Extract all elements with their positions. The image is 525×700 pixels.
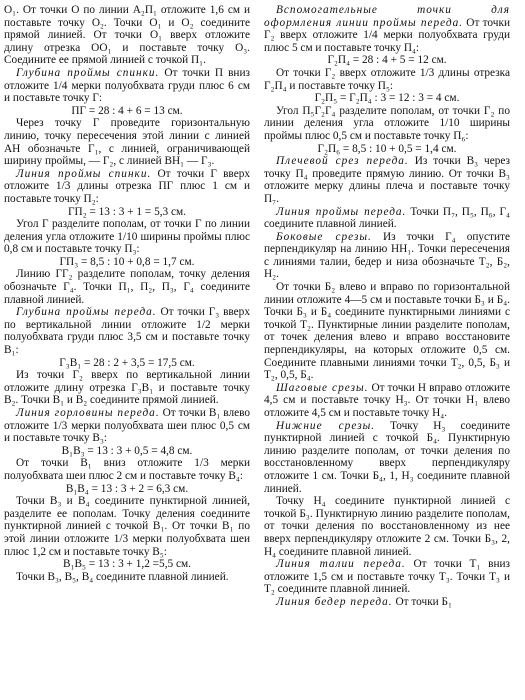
paragraph-text: Из точки Г₄ опустите перпендикуляр на линию НН₁. Точки пересечения с линиями талии, бедер и низа обозначьте Т₂, Б₂, Н₂. — [264, 230, 510, 281]
paragraph — [264, 382, 510, 420]
formula-line: ГП₂ = 13 : 3 + 1 = 5,3 см. — [68, 205, 186, 218]
section-heading: Линия проймы переда. — [276, 205, 407, 218]
formula-line: ПГ = 28 : 4 + 6 = 13 см. — [71, 104, 183, 117]
formula-line: Г₂П₆ = 8,5 : 10 + 0,5 = 1,4 см. — [317, 142, 457, 155]
paragraph-text: От точки Г₂ вверх отложите 1/3 длины отрезка Г₂П₄ и поставьте точку П₅: — [264, 66, 510, 92]
paragraph-text: От точки Г₂ вверх отложите 1/4 мерки полуобхвата груди плюс 5 см и поставьте точку П₄: — [264, 16, 510, 54]
paragraph — [264, 4, 510, 54]
paragraph — [4, 4, 250, 67]
paragraph — [264, 155, 510, 205]
paragraph — [4, 306, 250, 356]
formula-line: В₁В₄ = 13 : 3 + 2 = 6,3 см. — [65, 482, 189, 495]
paragraph-text: От точки В₁ вниз отложите 1/3 мерки полуобхвата шеи плюс 2 см и поставьте точку В₄: — [4, 457, 250, 482]
paragraph — [4, 407, 250, 445]
section-heading: Линия бедер переда. — [276, 595, 393, 608]
paragraph — [4, 457, 250, 482]
paragraph-text: Из точки В₃ через точку П₄ проведите прямую линию. От точки В₃ отложите мерку длины плеча и поставьте точку П₇. — [264, 155, 510, 205]
section-heading: Линия горловины переда. — [16, 407, 160, 419]
section-heading: Боковые срезы. — [276, 230, 372, 243]
paragraph-text: От точки П вниз отложите 1/4 мерки полуобхвата груди плюс 6 см и поставьте точку Г: — [4, 66, 250, 105]
formula-line: Г₂П₅ = Г₂П₄ : 3 = 12 : 3 = 4 см. — [314, 92, 460, 105]
paragraph — [4, 369, 250, 407]
section-heading: Глубина проймы переда. — [16, 306, 157, 319]
paragraph-text: От точки Г₃ вверх по вертикальной линии отложите 1/2 мерки полуобхвата груди плюс 3,5 см и поставьте точку В₁: — [4, 306, 250, 357]
formula-line: ГП₃ = 8,5 : 10 + 0,8 = 1,7 см. — [59, 255, 195, 268]
paragraph-text: От точки Б₂ влево и вправо по горизонтальной линии отложите 4—5 см и поставьте точки Б₃ и Б₄. Точки Б₃ и Б₄ соедините пунктирными линиями с точкой Т₂. Пунктирные линии разделите пополам, от точек деления влево и вправо восстановите перпендикуляры, на которых отложите 0,5 см. Соедините плавными линиями точки Т₂, 0,5, Б₃ и Т₂, 0,5, Б₄. — [264, 281, 510, 382]
paragraph-text: От точки В₁ влево отложите 1/3 мерки полуобхвата шеи плюс 0,5 см и поставьте точку В₃: — [4, 407, 251, 445]
formula-line: В₁В₅ = 13 : 3 + 1,2 =5,5 см. — [63, 558, 191, 571]
paragraph — [264, 231, 510, 281]
section-heading: Вспомогательные точки для оформления линии проймы переда. — [264, 4, 510, 29]
formula-line: В₁В₃ = 13 : 3 + 0,5 = 4,8 см. — [61, 444, 193, 457]
paragraph-text: От точки Т₁ вниз отложите 1,5 см и поставьте точку Т₃. Точки Т₃ и Т₂ соедините плавной линией. — [264, 558, 510, 596]
formula-line: Г₃В₁ = 28 : 2 + 3,5 = 17,5 см. — [59, 356, 195, 369]
paragraph-text: Линию ГГ₂ разделите пополам, точку деления обозначьте Г₄. Точки П₁, П₂, П₃, Г₄ соедините плавной линией. — [4, 268, 250, 306]
paragraph-text: От точки Г вверх отложите 1/3 длины отрезка ПГ плюс 1 см и поставьте точку П₂: — [4, 167, 251, 205]
paragraph-text: Из точки Г₂ вверх по вертикальной линии отложите длину отрезка Г₃В₁ и поставьте точку В₂. Точки В₁ и В₂ соедините прямой линией. — [4, 369, 250, 407]
paragraph — [264, 105, 510, 143]
paragraph — [4, 571, 250, 584]
paragraph — [4, 168, 250, 206]
formula-line: Г₂П₄ = 28 : 4 + 5 = 12 см. — [327, 54, 447, 67]
paragraph-text: Точку Н₄ соедините пунктирной линией с точкой Б₃. Пунктирную линию разделите пополам, от точки деления по восстановленному из нее вверх перпендикуляру отложите 2 см. Точки Б₃, 2, Н₄ соедините плавной линией. — [264, 495, 510, 558]
paragraph-text: Через точку Г проведите горизонтальную линию, точку пересечения этой линии с линией АН обозначьте Г₁, с линией, ограничивающей ширину проймы, — Г₂, с линией ВН₁ — Г₃. — [4, 117, 250, 168]
text-column-right — [264, 4, 510, 700]
paragraph — [4, 218, 250, 256]
paragraph — [4, 495, 250, 558]
paragraph-text: Угол П₅Г₂Г₄ разделите пополам, от точки Г₂ по линии деления угла отложите 1/10 ширины проймы плюс 0,5 см и поставьте точку П₆: — [264, 104, 510, 142]
paragraph-text: От точки Б₁ — [392, 595, 452, 608]
paragraph-text: Угол Г разделите пополам, от точки Г по линии деления угла отложите 1/10 ширины проймы плюс 0,8 см и поставьте точку П₃: — [4, 218, 250, 256]
text-column-left — [4, 4, 250, 700]
paragraph — [4, 67, 250, 105]
section-heading: Шаговые срезы. — [276, 381, 369, 394]
paragraph — [264, 558, 510, 596]
section-heading: Линия проймы спинки. — [16, 167, 152, 180]
paragraph-text: Точку Н₃ соедините пунктирной линией с точкой Б₄. Пунктирную линию разделите пополам, от точки деления по восстановленному вверх перпендикуляру отложите 1 см. Точки Б₄, 1, Н₃ соедините плавной линией. — [264, 419, 510, 495]
paragraph — [264, 281, 510, 382]
paragraph — [264, 420, 510, 496]
paragraph — [264, 206, 510, 231]
paragraph-text: От точки Н вправо отложите 4,5 см и поставьте точку Н₃. От точки Н₁ влево отложите 4,5 см и поставьте точку Н₄. — [264, 381, 510, 419]
paragraph-text: О₁. От точки О по линии А₂П₁ отложите 1,6 см и поставьте точку О₂. Точки О₁ и О₂ соедините прямой линией. От точки О₁ вверх отложите длину отрезка ОО₁ и поставьте точку О₃. Соедините ее прямой линией с точкой П₁. — [4, 4, 250, 67]
paragraph-text: Точки В₃, В₅, В₄ соедините плавной линией. — [16, 570, 229, 583]
paragraph — [4, 117, 250, 167]
paragraph-text: Точки В₃ и В₄ соедините пунктирной линией, разделите ее пополам. Точку деления соедините пунктирной линией с точкой В₁. От точки В₁ по этой линии отложите 1/3 мерки полуобхвата шеи плюс 1,2 см и поставьте точку В₅: — [4, 495, 250, 558]
section-heading: Плечевой срез переда. — [276, 155, 409, 168]
paragraph — [4, 268, 250, 306]
section-heading: Глубина проймы спинки. — [16, 66, 160, 79]
paragraph — [264, 67, 510, 92]
section-heading: Линия талии переда. — [276, 558, 406, 571]
section-heading: Нижние срезы. — [276, 419, 376, 432]
paragraph — [264, 596, 510, 609]
paragraph-text: Точки П₇, П₅, П₆, Г₄ соедините плавной линией. — [264, 205, 510, 231]
paragraph — [264, 495, 510, 558]
